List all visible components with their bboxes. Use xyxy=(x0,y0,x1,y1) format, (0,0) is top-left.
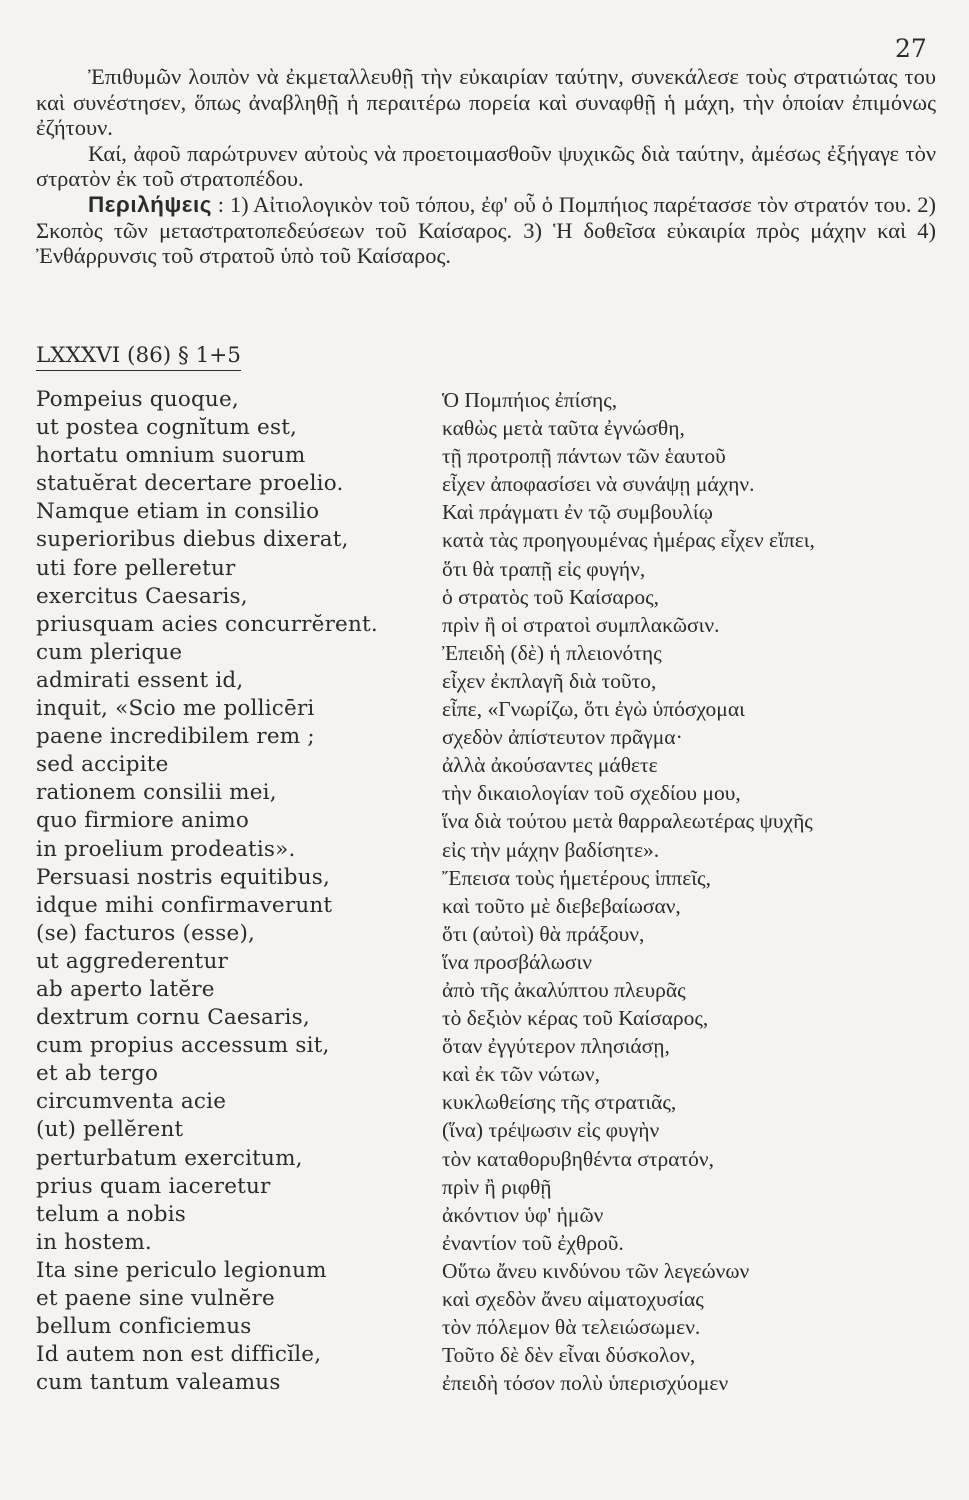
greek-line: ὅτι θὰ τραπῇ εἰς φυγήν, xyxy=(442,556,646,581)
latin-line: sed accipite xyxy=(36,752,169,778)
greek-line: κυκλωθείσης τῆς στρατιᾶς, xyxy=(442,1090,677,1115)
greek-line: καὶ ἐκ τῶν νώτων, xyxy=(442,1062,600,1087)
greek-line: ὁ στρατὸς τοῦ Καίσαρος, xyxy=(442,584,660,609)
greek-line: τὸν πόλεμον θὰ τελειώσωμεν. xyxy=(442,1315,701,1340)
latin-line: Id autem non est difficĭle, xyxy=(36,1342,322,1368)
latin-line: exercitus Caesaris, xyxy=(36,583,248,609)
latin-line: (ut) pellĕrent xyxy=(36,1117,184,1143)
latin-line: idque mihi confirmaverunt xyxy=(36,892,333,918)
greek-line: τῇ προτροπῇ πάντων τῶν ἑαυτοῦ xyxy=(442,444,726,469)
greek-line: ἀλλὰ ἀκούσαντες μάθετε xyxy=(442,753,658,778)
latin-line: et ab tergo xyxy=(36,1061,159,1087)
latin-line: telum a nobis xyxy=(36,1201,187,1227)
intro-paragraph: Καί, ἀφοῦ παρώτρυνεν αὐτοὺς νὰ προετοιμασθοῦν ψυχικῶς διὰ ταύτην, ἀμέσως ἐξήγαγε τὸν στρατὸν ἐκ τοῦ στρατοπέδου. xyxy=(36,140,936,192)
latin-line: paene incredibilem rem ; xyxy=(36,724,315,750)
chapter-heading: LXXXVI (86) § 1+5 xyxy=(36,344,241,371)
latin-line: admirati essent id, xyxy=(36,667,244,693)
greek-line: ἐναντίον τοῦ ἐχθροῦ. xyxy=(442,1230,624,1255)
greek-line: (ἵνα) τρέψωσιν εἰς φυγὴν xyxy=(442,1118,660,1143)
latin-line: rationem consilii mei, xyxy=(36,780,277,806)
greek-line: Οὕτω ἄνευ κινδύνου τῶν λεγεώνων xyxy=(442,1258,750,1283)
greek-line: τὴν δικαιολογίαν τοῦ σχεδίου μου, xyxy=(442,781,741,806)
greek-line: καὶ σχεδὸν ἄνευ αἱματοχυσίας xyxy=(442,1287,704,1311)
greek-line: Ὁ Πομπήιος ἐπίσης, xyxy=(442,388,618,412)
latin-line: circumventa acie xyxy=(36,1089,227,1115)
latin-line: Persuasi nostris equitibus, xyxy=(36,864,331,890)
greek-line: εἶπε, «Γνωρίζω, ὅτι ἐγὼ ὑπόσχομαι xyxy=(442,697,745,722)
greek-translation-column xyxy=(442,386,815,1397)
greek-line: ὅτι (αὐτοὶ) θὰ πράξουν, xyxy=(442,921,645,946)
greek-line: Τοῦτο δὲ δὲν εἶναι δύσκολον, xyxy=(442,1343,696,1368)
greek-line: ἀπὸ τῆς ἀκαλύπτου πλευρᾶς xyxy=(442,977,686,1002)
greek-line: τὸν καταθορυβηθέντα στρατόν, xyxy=(442,1146,714,1171)
latin-line: priusquam acies concurrĕrent. xyxy=(36,611,378,637)
latin-line: quo firmiore animo xyxy=(36,808,250,834)
summary-text: : 1) Αἰτιολογικὸν τοῦ τόπου, ἐφ' οὗ ὁ Πομπήιος παρέτασσε τὸν στρατόν του. 2) Σκοπὸς τῶν μεταστρατοπεδεύσεων τοῦ Καίσαρος. 3) Ἡ δοθεῖσα εὐκαιρία πρὸς μάχην καὶ 4) Ἐνθάρρυνσις τοῦ στρατοῦ ὑπὸ τοῦ Καίσαρος. xyxy=(36,191,936,269)
latin-line: cum tantum valeamus xyxy=(36,1370,281,1396)
latin-line: Namque etiam in consilio xyxy=(36,499,320,525)
latin-line: statuĕrat decertare proelio. xyxy=(36,471,344,497)
greek-line: πρὶν ἢ ριφθῇ xyxy=(442,1174,552,1199)
latin-line: superioribus diebus dixerat, xyxy=(36,527,349,553)
latin-line: dextrum cornu Caesaris, xyxy=(36,1005,310,1031)
greek-line: ὅταν ἐγγύτερον πλησιάσῃ, xyxy=(442,1034,670,1059)
latin-line: uti fore pelleretur xyxy=(36,555,236,581)
greek-line: Ἔπεισα τοὺς ἡμετέρους ἱππεῖς, xyxy=(442,865,711,890)
latin-line: perturbatum exercitum, xyxy=(36,1145,303,1171)
latin-line: Pompeius quoque, xyxy=(36,387,239,412)
greek-line: εἶχεν ἀποφασίσει νὰ συνάψῃ μάχην. xyxy=(442,472,755,497)
latin-line: cum plerique xyxy=(36,639,183,665)
intro-text xyxy=(36,64,936,269)
latin-line: hortatu omnium suorum xyxy=(36,443,306,469)
latin-line: prius quam iaceretur xyxy=(36,1173,271,1199)
greek-line: Καὶ πράγματι ἐν τῷ συμβουλίῳ xyxy=(442,500,713,525)
greek-line: ἵνα προσβάλωσιν xyxy=(442,949,592,974)
latin-line: ut aggrederentur xyxy=(36,948,228,974)
greek-line: κατὰ τὰς προηγουμένας ἡμέρας εἶχεν εἴπει, xyxy=(442,528,815,553)
summary-heading: Περιλήψεις xyxy=(88,191,212,217)
greek-line: ἐπειδὴ τόσον πολὺ ὑπερισχύομεν xyxy=(442,1371,729,1396)
greek-line: πρὶν ἢ οἱ στρατοὶ συμπλακῶσιν. xyxy=(442,612,720,637)
latin-line: ut postea cognĭtum est, xyxy=(36,415,298,441)
greek-line: τὸ δεξιὸν κέρας τοῦ Καίσαρος, xyxy=(442,1006,709,1031)
latin-line: Ita sine periculo legionum xyxy=(36,1257,327,1283)
latin-line: cum propius accessum sit, xyxy=(36,1033,330,1059)
greek-line: σχεδὸν ἀπίστευτον πρᾶγμα· xyxy=(442,725,683,750)
greek-line: εἶχεν ἐκπλαγῆ διὰ τοῦτο, xyxy=(442,668,657,693)
latin-line: ab aperto latĕre xyxy=(36,976,215,1002)
greek-line: ἀκόντιον ὑφ' ἡμῶν xyxy=(442,1202,604,1227)
latin-line: in hostem. xyxy=(36,1229,152,1255)
greek-line: εἰς τὴν μάχην βαδίσητε». xyxy=(442,837,660,862)
intro-paragraph: Ἐπιθυμῶν λοιπὸν νὰ ἐκμεταλλευθῇ τὴν εὐκαιρίαν ταύτην, συνεκάλεσε τοὺς στρατιώτας του καὶ συνέστησεν, ὅπως ἀναβληθῇ ἡ περαιτέρω πορεία καὶ συναφθῇ ἡ μάχη, τὴν ὁποίαν ἐπιμόνως ἐζήτουν. xyxy=(36,64,936,141)
greek-line: ἵνα διὰ τούτου μετὰ θαρραλεωτέρας ψυχῆς xyxy=(442,809,813,834)
greek-line: Ἐπειδὴ (δὲ) ἡ πλειονότης xyxy=(442,640,662,665)
greek-line: καὶ τοῦτο μὲ διεβεβαίωσαν, xyxy=(442,893,681,918)
latin-line: in proelium prodeatis». xyxy=(36,836,296,862)
page-number: 27 xyxy=(895,34,927,63)
summary-paragraph xyxy=(36,192,936,269)
latin-line: bellum conficiemus xyxy=(36,1314,252,1340)
latin-line: inquit, «Scio me pollicēri xyxy=(36,696,315,722)
latin-text-column xyxy=(36,386,378,1397)
greek-line: καθὼς μετὰ ταῦτα ἐγνώσθη, xyxy=(442,416,685,441)
latin-line: (se) facturos (esse), xyxy=(36,920,256,946)
latin-line: et paene sine vulnĕre xyxy=(36,1286,275,1311)
